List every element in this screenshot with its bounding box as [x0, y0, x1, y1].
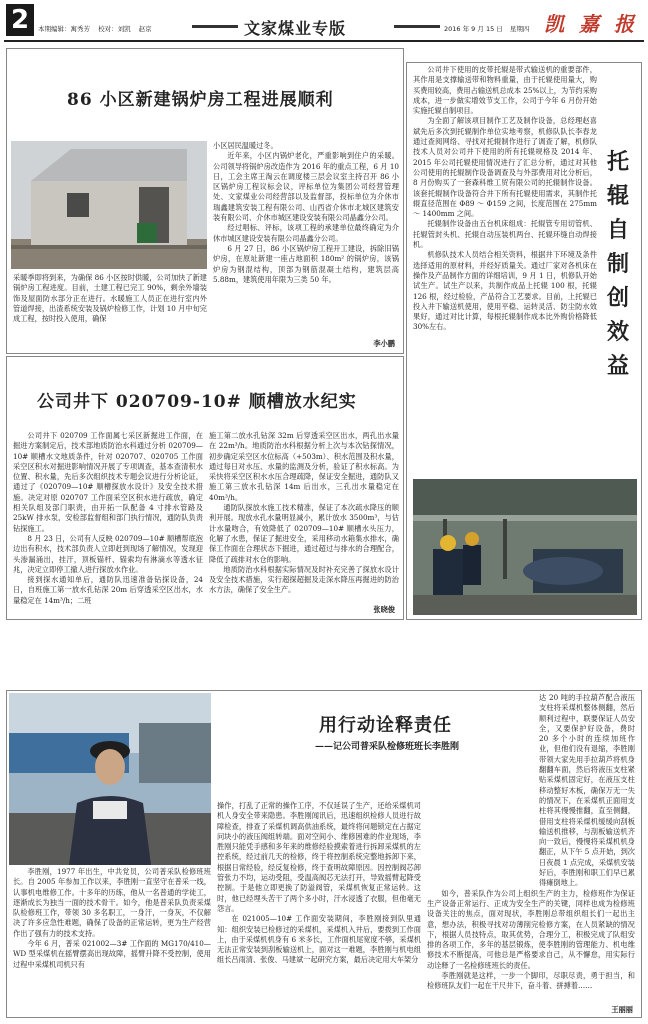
body-paragraph: 操作，打乱了正常的操作工序，不仅延误了生产，还给采煤机司机人身安全带来隐患。李胜刚闻讯后，迅速组织检修人员进行故障检查，排查了采煤机调高供油系统，最终将问题锁定在占据定问块小的液压阀组转端。面对空间小、维修困难的作业现场，李胜刚只能凭手感和多年来的维修经验摸索着进行拆卸采煤机的左控系统，经过前几天的检修，终于将控制系统完整地拆卸下来，根据日常经验，经反复检修，终于查明故障原因。因控制阀芯卸管张力不均，运动受阻，受温高阀芯无法打开，导致摇臂起降受控制。于是他立即更换了防溢阀管，采煤机恢复正常运转。这时，他已经埋头苦干了两个多小时，汗水浸透了衣服，但他毫无怨言。: [217, 801, 421, 913]
body-paragraph: 通防队探放水施工技术精准，保证了本次疏水降压的顺利开展。现放水孔水量明显减小，累计放水 3500m³，与估计水量吻合，有效降低了 020709—10# 顺槽水头压力，化解了水患，保证了掘进安全，采用移动水箱集水排水，确保工作面在合理状态下掘进，通过超过与排水的合理配合，降低了疏排对水仓的影响。: [209, 503, 399, 564]
article-body: [413, 65, 597, 509]
body-paragraph: 为全面了解该项目制作工艺及制作设备，总经理赵喜斌先后多次到托辊制作单位实地考察，机修队队长李春龙通过查阅网络、寻找对托辊制作进行了调查了解，机修队技术人员对公司井下使用的所有托辊规格及 2014 年、2015 年公司托辊使用情况进行了汇总分析，通过对其他公司使用的托辊制作设备调查及与外部费用对比分析后，8 月份购买了一套森科维工贸有限公司的托辊制作设备。该套托辊制作设备符合井下所有托辊使用需求，其制作托辊直径范围在 Φ89 ～ Φ159 之间，长度范围在 275mm ～ 1400mm 之间。: [413, 116, 597, 219]
roller-workshop-photo: [413, 479, 637, 615]
page-number: 2: [6, 4, 34, 36]
issue-date: 2016 年 9 月 15 日: [444, 25, 503, 33]
article-water-drainage: [6, 356, 404, 620]
editor-credit: 本期编辑：寓秀芳: [38, 25, 90, 33]
article-headline: 托辊自制创效益: [606, 149, 629, 379]
body-paragraph: 地质防治水科根据实际情况及时补充完善了探放水设计及安全技术措施，实行超探超掘及走深水降压再掘进的防治水方法，确保了安全生产。: [209, 564, 399, 595]
dateline: [444, 24, 534, 33]
body-paragraph: 机修队技术人员结合相关资料，根据井下环境及条件选择适用的原材料，并经好质量关。通过厂家对各机床在操作及产品制作方面的详细培训，9 月 1 日，机修队开始试生产。试生产以来，共制作成品上托辊 100 根，托辊 126 根，经过检验，产品符合工艺要求。目前，上托辊已投入井下输送机使用，使用平稳、运转灵活、防尘防水效果好，通过对比计算，每根托辊制作成本比外购价格降低 30%左右。: [413, 250, 597, 332]
article-caption: 采暖季即将到来，为确保 86 小区按时供暖，公司加快了新建锅炉房工程进度。目前，土建工程已完工 90%，剩余外墙装饰及屋面防水部分正在进行。水暖施工人员正在进行室内外管道焊接，出渣系统安装及锅炉检修工作，计划 10 月中旬完成工程，按时投入使用，确保: [13, 273, 207, 324]
body-paragraph: 公司井下使用的皮带托辊是带式输送机的重要部件，其作用是支撑输送带和物料重量，由于托辊使用量大，购买费用较高，费用占输送机总成本 25%以上，为节约采购成本，进一步做实增效节支工作，公司于今年 6 月份开始实施托辊自制项目。: [413, 65, 597, 116]
worker-portrait-photo: [9, 693, 211, 865]
article-body: [13, 431, 203, 617]
body-paragraph: 8 月 23 日，公司有人反映 020709—10# 顺槽帮底泡边出有积水，技术部负责人立即赶到现场了解情况，发现迎头渗漏涌出，挂汗，顶板锚杆、锚索均有淋滴水等透水征兆，决定立即停工撤人进行探放水作业。: [13, 533, 203, 574]
article-body: [13, 867, 211, 1015]
article-responsibility: [6, 690, 642, 1018]
body-paragraph: 施工第二放水孔钻深 32m 后穿透采空区出水，两孔出水量在 22m³/h。地质防治水科根据分析上次与本次钻探情况，初步确定采空区水位标高（+503m）、积水范围及积水量，通过每日对水压、水量的监测及分析，验证了积水标高。为采快将采空区积水水压合理疏降，保证安全掘进，通防队又施工第三放水孔钻深 14m 后出水，三孔出水量稳定在 40m³/h。: [209, 431, 399, 502]
article-body: [209, 431, 399, 607]
edition-rule-right: [394, 25, 440, 28]
body-paragraph: 今年 6 月，普采 021002—3# 工作面的 MG170/410—WD 型采煤机在摇臂摆高出现故障，摇臂升降不受控制，使用过程中采煤机司机只有: [13, 939, 211, 969]
proofreader-credit: 校对：刘凯: [98, 25, 131, 33]
article-rollers: [406, 62, 642, 620]
article-author: 王丽丽: [611, 1005, 633, 1014]
body-paragraph: 公司井下 020709 工作面属七采区新掘进工作面，在掘进方案制定后，技术部地质防治水科通过分析 020709—10# 顺槽水文地质条件，针对 020707、020705 工作面采空区积水对掘进影响情况开展了专项调查，基本查清积水位置、积水量，先后多次组织技术专题会议进行分析论证，通过了《020709—10# 顺槽探放水设计》及安全技术措施。决定对原 020707 工作面采空区积水进行疏放，确定相关队组及部门职责，由开拓一队配备 4 寸排水管路及 25kW 排水泵，安检部监督组和部门执行情况，通防队负责钻探施工。: [13, 431, 203, 533]
issue-weekday: 星期四: [509, 25, 530, 33]
page-header: [4, 4, 644, 40]
header-rule: [4, 40, 644, 42]
body-paragraph: 接到探水通知单后，通防队迅速准备钻探设备，24 日，自班施工第一放水孔钻深 20m 后穿透采空区出水，水量稳定在 14m³/h；二班: [13, 575, 203, 605]
article-boiler-room: [6, 48, 404, 354]
body-paragraph: 托辊制作设备由五台机床组成：托辊管专用切管机、托辊管封头机、托辊自动压装机两台、托辊环缝自动焊接机。: [413, 219, 597, 250]
body-paragraph: 小区居民温暖过冬。: [213, 141, 278, 150]
article-body: [427, 693, 635, 1015]
article-subtitle: ——记公司普采队检修班班长李胜刚: [315, 742, 460, 752]
article-headline: 用行动诠释责任: [319, 715, 452, 736]
edition-title: 文家煤业专版: [244, 19, 347, 38]
boiler-room-photo: [11, 141, 207, 269]
article-author: 李小鹏: [373, 339, 395, 348]
body-paragraph: 李胜刚就是这样，一步一个脚印，尽职尽责，勇于担当，和检修班队友们一起在干尺井下，奋斗着、拼搏着……: [427, 971, 635, 991]
masthead-logo: 凯 嘉 报: [544, 12, 638, 36]
body-paragraph: 6 月 27 日，86 小区锅炉房工程开工建设，拆除旧锅炉房，在原址新建一座占地面积 180m² 的锅炉房，该锅炉房为钢混结构，顶部为钢筋混凝土结构，建筑层高 5.88m，建筑使用年限为三类 50 年。: [213, 243, 399, 284]
editor-credits: [38, 24, 158, 33]
body-paragraph: 达 20 吨的手拉葫芦配合液压支柱将采煤机整体侧翻，然后顺利过程中，联要保证人员安全，又要保护好设备，费时 20 多个小时的连续加班作业，但他们没有退缩，李胜刚带领大家先用手拉葫芦将机身翻翻车面，然后将液压支柱紧贴采煤机固定好，在液压支柱移动整好木板，确保万无一失的情况下，在采煤机正面用支柱将其慢慢推翻，直至侧翻，借用支柱将采煤机缓缓向刮板输送机推移，与刮板输送机齐向一致后，慢慢将采煤机机身翻正，从下午 5 点开始，到次日夜晨 1 点完成，采煤机安装好后，李胜刚和职工们早已累得瘫倒地上。: [539, 693, 635, 888]
article-headline: 公司井下 020709-10# 顺槽放水纪实: [37, 392, 357, 412]
body-paragraph: 近年来，小区内锅炉老化，严重影响到住户的采暖。公司领导将锅炉房改造作为 2016 年的重点工程，6 月 10 日，工会主席王淘云在调度楼三层会议室主持召开 86 小区锅炉房工程议标会议，评标单位为集团公司经营管理处、文家煤业公司经营部以及监督部，投标单位为介休市瑞鑫建筑安装工程有限公司、山西省介休市北城区建筑安装有限公司、介休市城区建设安装有限公司晶鑫分公司。: [213, 151, 399, 223]
body-paragraph: 在 021005—10# 工作面安装期间，李胜刚接到队里通知：组织安装已检修过的采煤机，采煤机入井后，要拨到工作面上，由于采煤机机身有 6 米多长，工作面机尾宽度不够，采煤机无法正常安装到刮板输送机上，面对这一难题，李胜刚与机电组组长吕雨清、张俊、马建斌一起研究方案，最后决定用大车架分: [217, 914, 421, 965]
body-paragraph: 李胜刚，1977 年出生，中共党员，公司普采队检修班班长。自 2005 年参加工作以来，李胜刚一直坚守在普采一线，认事机电维修工作。十多年的历练，他从一名普通的学徒工，逐渐成长为独当一面的技术骨干。如今，他是普采队负责采煤队检修班工作，带领 30 多名职工，一身汗，一身灰，不仅解决了许多应急性难题，确保了设备的正常运转，更为生产经营作出了强有力的技术支持。: [13, 867, 211, 938]
edition-rule-left: [192, 25, 238, 28]
article-body: [217, 801, 421, 1015]
body-paragraph: 如今，普采队作为公司上组织生产的主力，检修班作为保证生产设备正常运行、正成为安全生产的关键，同样也成为检修班设备关注的焦点，面对现状，李胜刚总带组织组长们一起出主意，想办法，积极寻找对功薄削完检修方案，在人员紧缺的情况下，根据人员技特点，取其优势，合理分工，积极完成了队组安排的各项工作，多年的基层锻炼，使李胜刚的管理能力、机电维修技术不断提高，可他总是严格要求自己，从不懈怠，用实际行动诠释了一名检修班班长的责任。: [427, 888, 635, 970]
reviewer-credit: 赵京: [138, 25, 152, 33]
body-paragraph: 经过唱标、评标，该项工程的承建单位最终确定为介休市城区建设安装有限公司晶鑫分公司。: [213, 223, 399, 243]
article-author: 张晓俊: [373, 605, 395, 614]
article-headline: 86 小区新建锅炉房工程进展顺利: [67, 90, 334, 110]
article-body: [213, 141, 399, 349]
